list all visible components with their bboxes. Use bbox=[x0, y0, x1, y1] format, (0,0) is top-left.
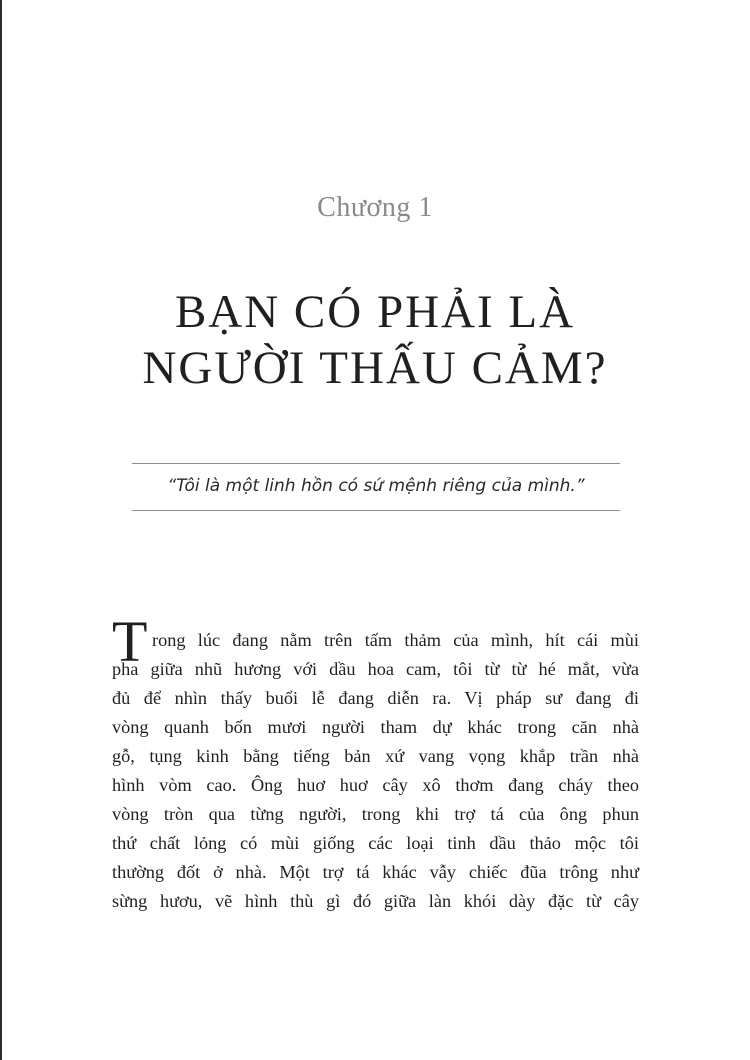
page-left-edge bbox=[0, 0, 2, 1060]
body-line: pha giữa nhũ hương với dầu hoa cam, tôi từ từ hé mắt, vừa bbox=[112, 659, 639, 679]
body-line: thường đốt ở nhà. Một trợ tá khác vẫy chiếc đũa trông như bbox=[112, 862, 639, 882]
body-first-line-text: rong lúc đang nằm trên tấm thảm của mình, hít cái mùi bbox=[152, 630, 639, 650]
body-line: đủ để nhìn thấy buổi lễ đang diễn ra. Vị pháp sư đang đi bbox=[112, 688, 639, 708]
epigraph-bottom-rule bbox=[132, 510, 620, 511]
body-line: gỗ, tụng kinh bằng tiếng bản xứ vang vọng khắp trần nhà bbox=[112, 746, 639, 766]
chapter-title-line-1: BẠN CÓ PHẢI LÀ bbox=[174, 286, 576, 338]
chapter-title-line-2: NGƯỜI THẤU CẢM? bbox=[142, 342, 608, 394]
chapter-label: Chương 1 bbox=[317, 192, 433, 223]
body-paragraph bbox=[112, 609, 639, 916]
body-line: vòng tròn qua từng người, trong khi trợ tá của ông phun bbox=[112, 804, 639, 824]
epigraph: “Tôi là một linh hồn có sứ mệnh riêng của mình.” bbox=[167, 476, 585, 496]
drop-cap: T bbox=[112, 609, 148, 674]
epigraph-top-rule bbox=[132, 463, 620, 464]
body-line: thứ chất lỏng có mùi giống các loại tinh dầu thảo mộc tôi bbox=[112, 833, 639, 853]
body-line: vòng quanh bốn mươi người tham dự khác trong căn nhà bbox=[112, 717, 639, 737]
body-line: sừng hươu, vẽ hình thù gì đó giữa làn khói dày đặc từ cây bbox=[112, 891, 639, 911]
chapter-title bbox=[60, 284, 690, 396]
body-line: hình vòm cao. Ông huơ huơ cây xô thơm đang cháy theo bbox=[112, 775, 639, 795]
